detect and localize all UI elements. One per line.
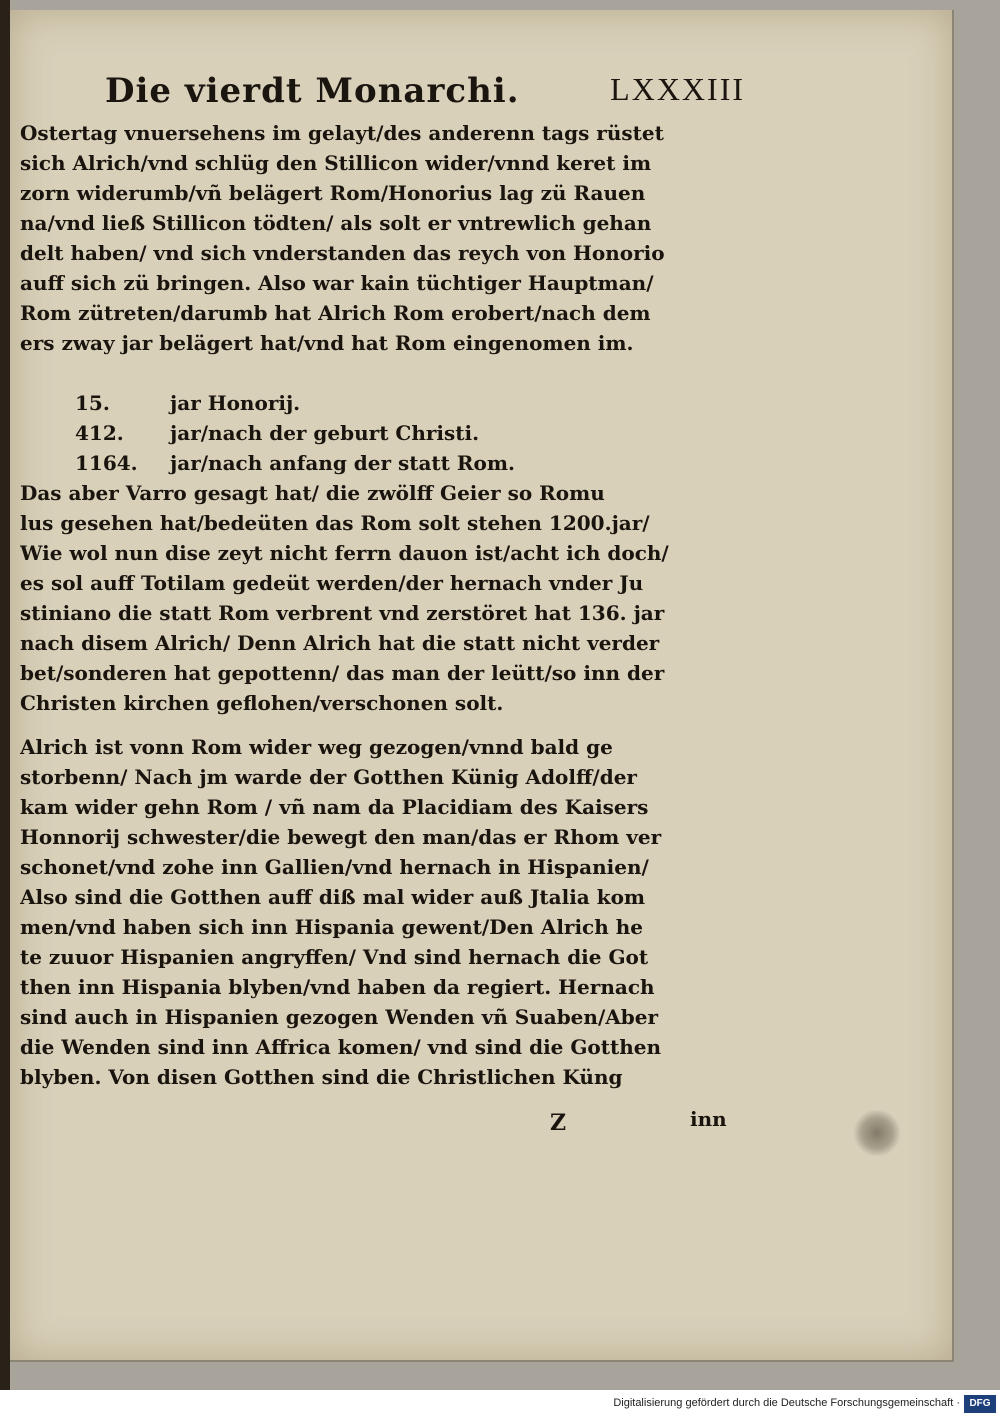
- text-line: es sol auff Totilam gedeüt werden/der hernach vnder Ju: [20, 571, 644, 595]
- text-line: men/vnd haben sich inn Hispania gewent/Den Alrich he: [20, 915, 643, 939]
- text-line: die Wenden sind inn Affrica komen/ vnd sind die Gotthen: [20, 1035, 662, 1059]
- date-list: [20, 388, 740, 478]
- paragraph-2: [20, 478, 740, 718]
- running-title: Die vierdt Monarchi.: [105, 71, 520, 111]
- text-line: Christen kirchen geflohen/verschonen solt.: [20, 691, 504, 715]
- text-line: auff sich zü bringen. Also war kain tüchtiger Hauptman/: [20, 271, 654, 295]
- date-row: [20, 388, 740, 418]
- date-label: jar/nach anfang der statt Rom.: [170, 451, 515, 475]
- text-line: sich Alrich/vnd schlüg den Stillicon wider/vnnd keret im: [20, 151, 652, 175]
- dfg-logo: DFG: [964, 1395, 996, 1413]
- date-number: 412.: [75, 421, 124, 445]
- text-line: then inn Hispania blyben/vnd haben da regiert. Hernach: [20, 975, 655, 999]
- text-line: Honnorij schwester/die bewegt den man/das er Rhom ver: [20, 825, 662, 849]
- page-header: [105, 65, 745, 125]
- text-line: Das aber Varro gesagt hat/ die zwölff Geier so Romu: [20, 481, 605, 505]
- text-line: na/vnd ließ Stillicon tödten/ als solt er vntrewlich gehan: [20, 211, 652, 235]
- paragraph-1: [20, 118, 740, 358]
- folio-number: LXXXIII: [610, 71, 745, 107]
- text-line: delt haben/ vnd sich vnderstanden das reych von Honorio: [20, 241, 665, 265]
- date-label: jar/nach der geburt Christi.: [170, 421, 480, 445]
- text-line: schonet/vnd zohe inn Gallien/vnd hernach in Hispanien/: [20, 855, 649, 879]
- text-line: Wie wol nun dise zeyt nicht ferrn dauon ist/acht ich doch/: [20, 541, 669, 565]
- text-line: Also sind die Gotthen auff diß mal wider auß Jtalia kom: [20, 885, 646, 909]
- text-line: zorn widerumb/vñ belägert Rom/Honorius lag zü Rauen: [20, 181, 646, 205]
- text-line: nach disem Alrich/ Denn Alrich hat die statt nicht verder: [20, 631, 660, 655]
- text-line: storbenn/ Nach jm warde der Gotthen Künig Adolff/der: [20, 765, 637, 789]
- catchword: inn: [690, 1107, 727, 1131]
- text-line: blyben. Von disen Gotthen sind die Christlichen Küng: [20, 1065, 623, 1089]
- text-line: sind auch in Hispanien gezogen Wenden vñ Suaben/Aber: [20, 1005, 659, 1029]
- text-line: kam wider gehn Rom / vñ nam da Placidiam des Kaisers: [20, 795, 649, 819]
- date-label: jar Honorij.: [170, 391, 301, 415]
- date-row: [20, 418, 740, 448]
- text-line: Ostertag vnuersehens im gelayt/des anderenn tags rüstet: [20, 121, 664, 145]
- date-number: 1164.: [75, 451, 138, 475]
- text-line: stiniano die statt Rom verbrent vnd zerstöret hat 136. jar: [20, 601, 665, 625]
- footer-bar: [0, 1390, 1000, 1419]
- signature-mark: Z: [550, 1110, 567, 1136]
- body-text: [20, 118, 740, 1092]
- paragraph-3: [20, 732, 740, 1092]
- book-spine-shadow: [0, 0, 10, 1390]
- funding-notice: Digitalisierung gefördert durch die Deutsche Forschungsgemeinschaft ·: [613, 1397, 960, 1409]
- book-page: [10, 10, 954, 1362]
- text-line: te zuuor Hispanien angryffen/ Vnd sind hernach die Got: [20, 945, 649, 969]
- text-line: bet/sonderen hat gepottenn/ das man der leütt/so inn der: [20, 661, 665, 685]
- text-line: Rom zütreten/darumb hat Alrich Rom erobert/nach dem: [20, 301, 651, 325]
- date-number: 15.: [75, 391, 110, 415]
- text-line: ers zway jar belägert hat/vnd hat Rom eingenomen im.: [20, 331, 634, 355]
- ink-stain: [852, 1110, 902, 1156]
- date-row: [20, 448, 740, 478]
- text-line: lus gesehen hat/bedeüten das Rom solt stehen 1200.jar/: [20, 511, 650, 535]
- text-line: Alrich ist vonn Rom wider weg gezogen/vnnd bald ge: [20, 735, 613, 759]
